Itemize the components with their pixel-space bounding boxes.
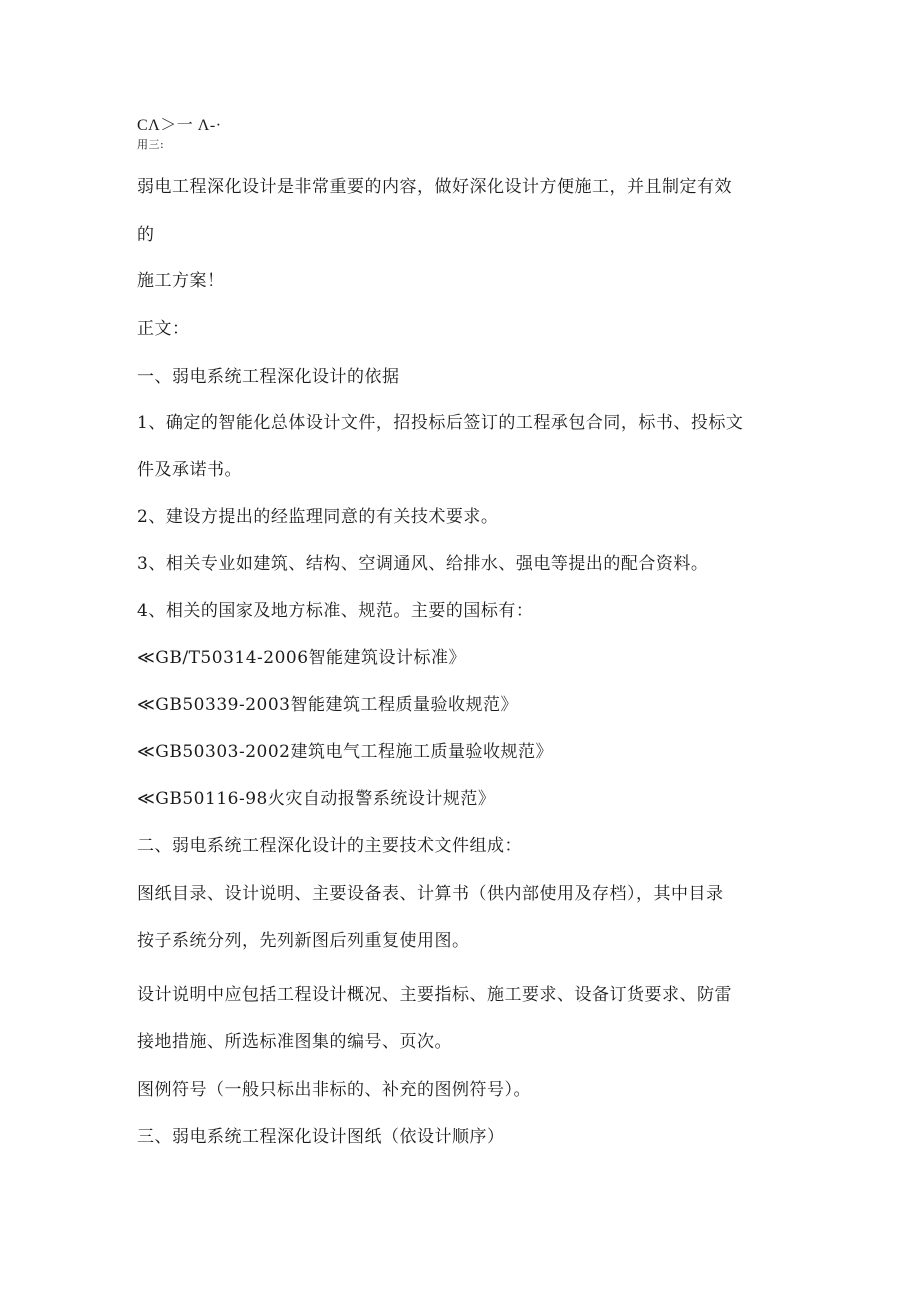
intro-line-2: 的 [137, 225, 155, 245]
paragraph-3: 图例符号（一般只标出非标的、补充的图例符号）。 [137, 1080, 531, 1100]
header-code: CΛ＞一 Λ-· [137, 117, 222, 134]
item-4: 4、相关的国家及地方标准、规范。主要的国标有： [137, 601, 534, 621]
paragraph-1-line-2: 按子系统分列，先列新图后列重复使用图。 [137, 931, 470, 951]
intro-line-3: 施工方案！ [137, 271, 225, 291]
section-1-heading: 一、弱电系统工程深化设计的依据 [137, 367, 400, 387]
standard-4: ≪GB50116-98火灾自动报警系统设计规范》 [137, 789, 496, 809]
standard-3: ≪GB50303-2002建筑电气工程施工质量验收规范》 [137, 742, 553, 762]
item-2: 2、建设方提出的经监理同意的有关技术要求。 [137, 507, 499, 527]
standard-1: ≪GB/T50314-2006智能建筑设计标准》 [137, 648, 467, 668]
item-3: 3、相关专业如建筑、结构、空调通风、给排水、强电等提出的配合资料。 [137, 554, 709, 574]
section-2-heading: 二、弱电系统工程深化设计的主要技术文件组成： [137, 836, 522, 856]
intro-line-1: 弱电工程深化设计是非常重要的内容，做好深化设计方便施工，并且制定有效 [137, 177, 732, 197]
section-3-heading: 三、弱电系统工程深化设计图纸（依设计顺序） [137, 1127, 505, 1147]
header-subline: 用三: [137, 138, 165, 151]
item-1-line-2: 件及承诺书。 [137, 460, 242, 480]
paragraph-2-line-1: 设计说明中应包括工程设计概况、主要指标、施工要求、设备订货要求、防雷 [137, 985, 732, 1005]
main-text-label: 正文： [137, 319, 190, 339]
paragraph-1-line-1: 图纸目录、设计说明、主要设备表、计算书（供内部使用及存档），其中目录 [137, 884, 724, 904]
item-1-line-1: 1、确定的智能化总体设计文件，招投标后签订的工程承包合同，标书、投标文 [137, 413, 744, 433]
paragraph-2-line-2: 接地措施、所选标准图集的编号、页次。 [137, 1032, 452, 1052]
standard-2: ≪GB50339-2003智能建筑工程质量验收规范》 [137, 695, 518, 715]
